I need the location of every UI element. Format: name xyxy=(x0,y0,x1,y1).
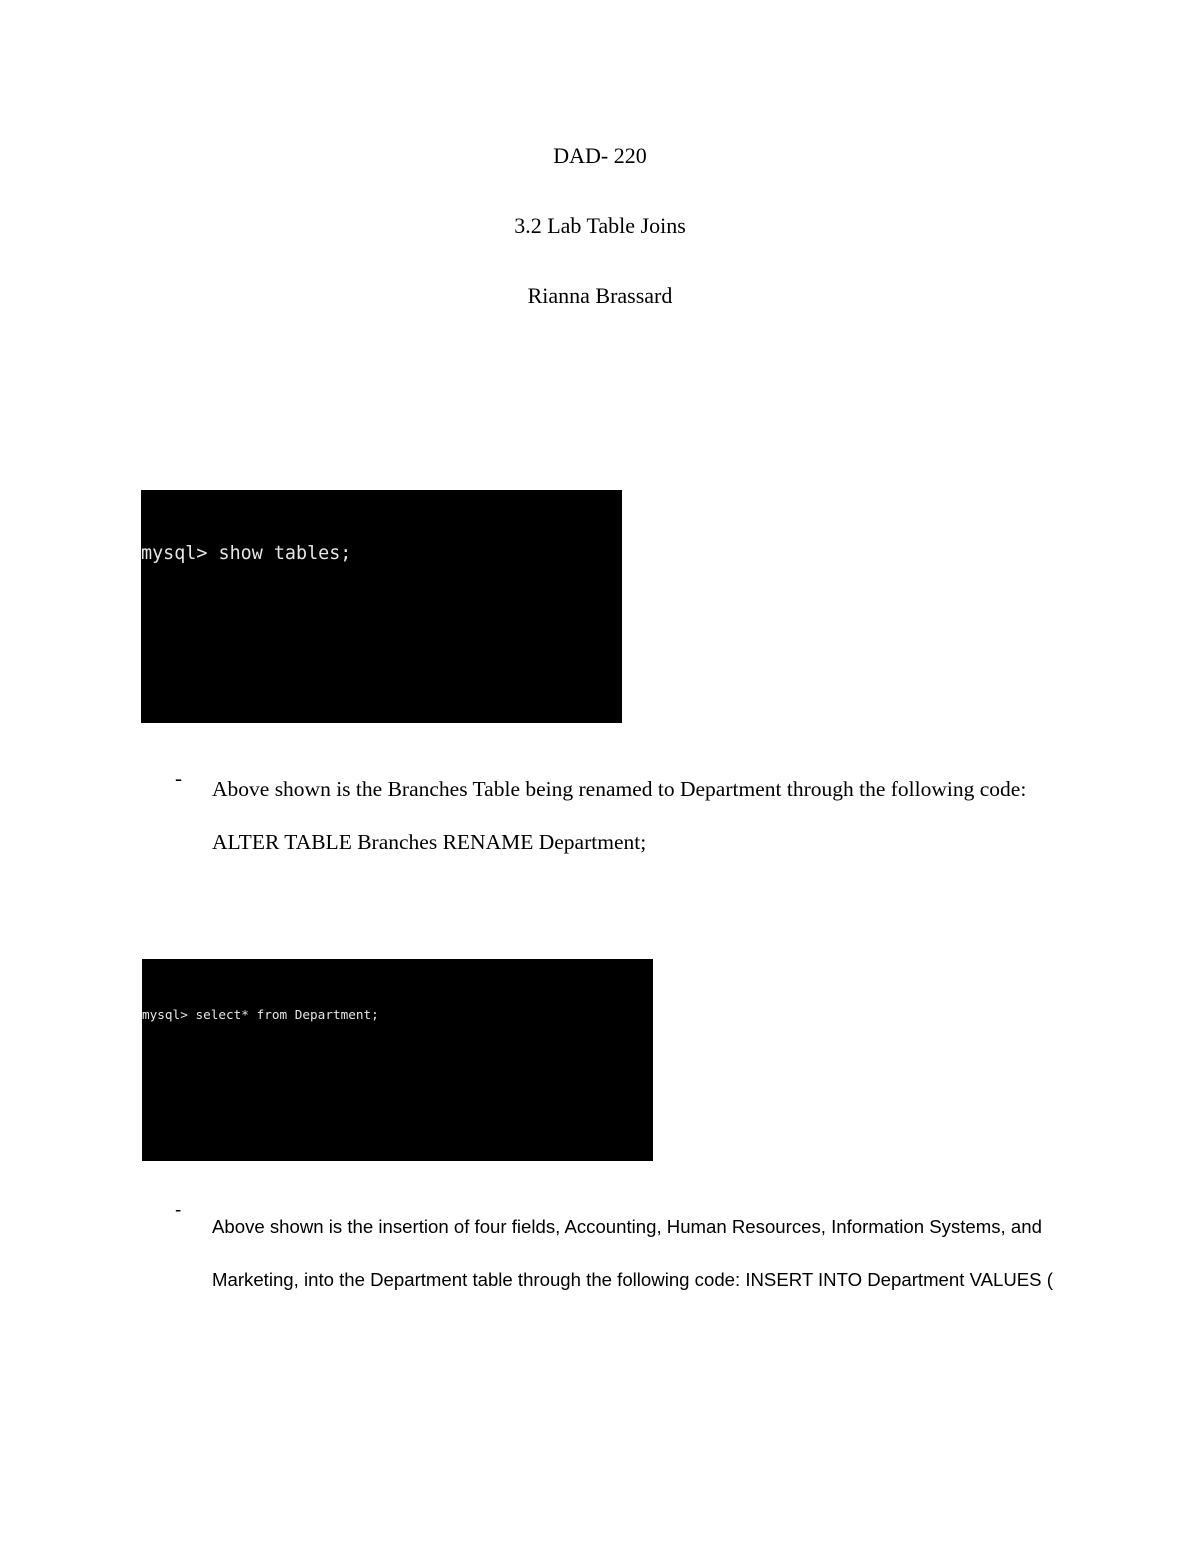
lab-title: 3.2 Lab Table Joins xyxy=(514,213,686,238)
terminal-line: mysql> show tables; xyxy=(141,542,352,564)
bullet-dash: - xyxy=(175,1200,182,1221)
terminal-line: mysql> select* from Department; xyxy=(142,1006,379,1022)
select-department-screenshot xyxy=(142,959,653,1161)
rename-caption: Above shown is the Branches Table being renamed to Department through the following code: ALTER TABLE Branches RENAME Department; xyxy=(212,777,1027,854)
bullet-dash: - xyxy=(175,766,182,790)
author-name: Rianna Brassard xyxy=(527,283,673,308)
insert-caption: Above shown is the insertion of four fields, Accounting, Human Resources, Information Systems, and Marketing, into the Department table through the following code: INSERT INTO Department VALUES ( xyxy=(212,1216,1053,1290)
show-tables-screenshot xyxy=(141,490,622,723)
course-title: DAD- 220 xyxy=(553,143,647,168)
